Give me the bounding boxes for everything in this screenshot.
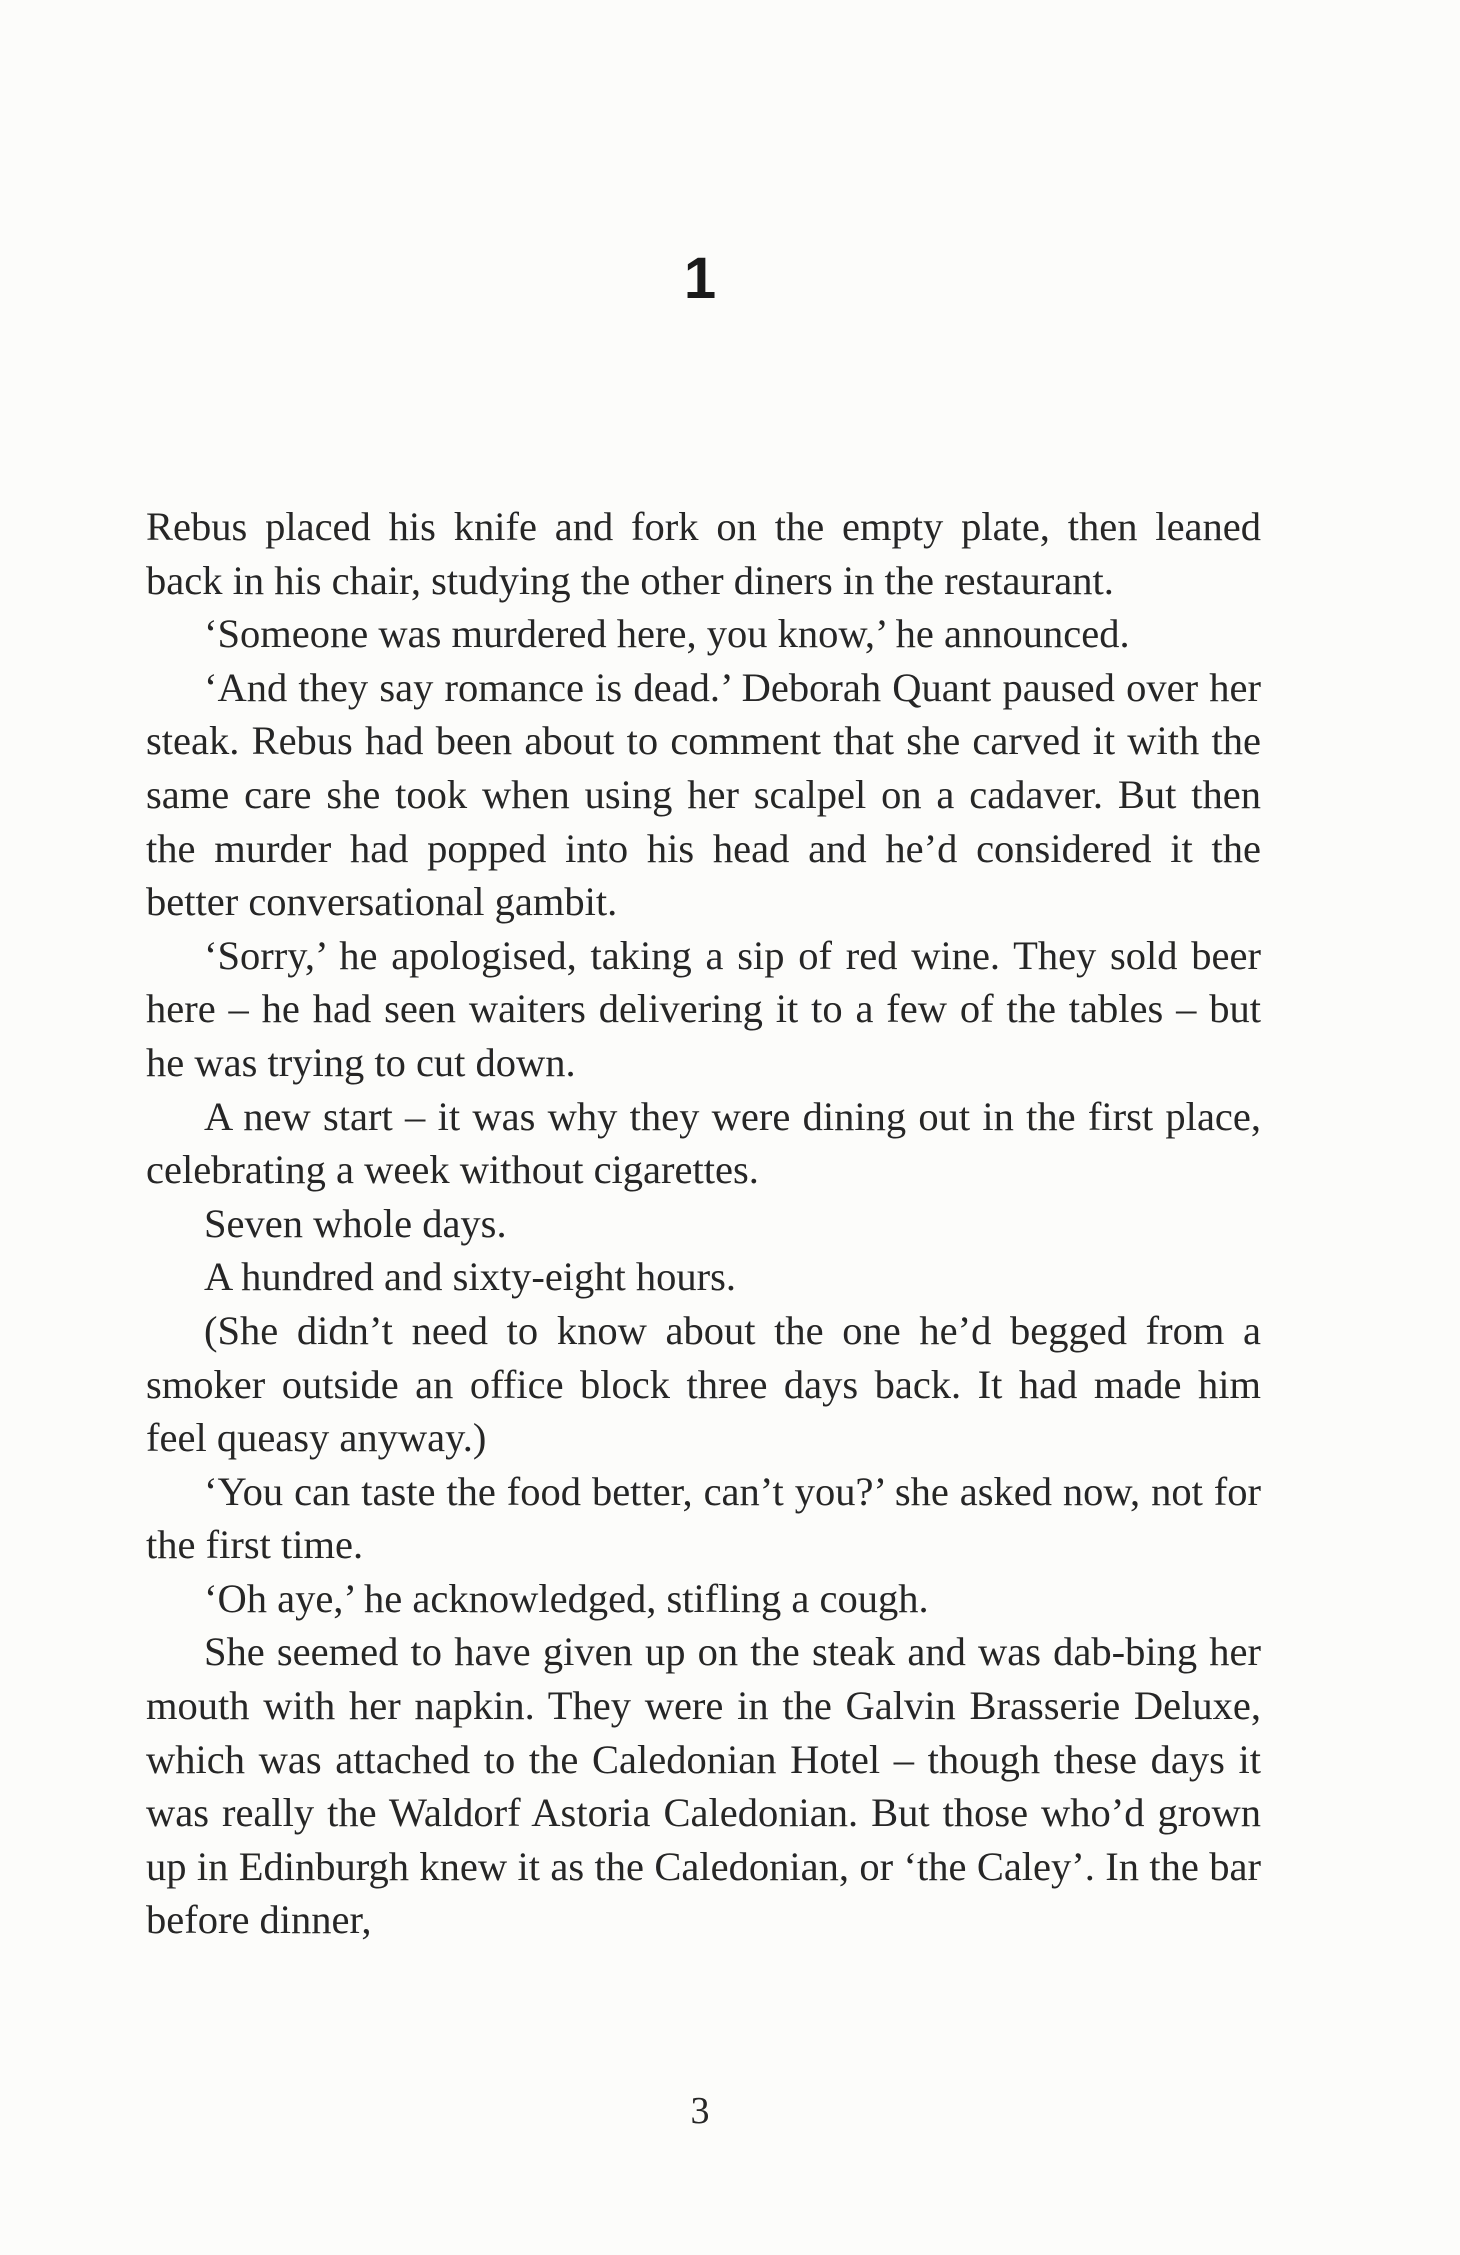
paragraph: She seemed to have given up on the steak and was dab-bing her mouth with her napkin. They were in the Galvin Brasserie Deluxe, which was attached to the Caledonian Hotel – though these days it was really the Waldorf Astoria Caledonian. But those who’d grown up in Edinburgh knew it as the Caledonian, or ‘the Caley’. In the bar before dinner, <box>146 1629 1261 1943</box>
paragraph: A hundred and sixty-eight hours. <box>204 1254 737 1300</box>
paragraph: Seven whole days. <box>204 1200 507 1246</box>
paragraph: ‘And they say romance is dead.’ Deborah Quant paused over her steak. Rebus had been about to comment that she carved it with the same care she took when using her scalpel on a cadaver. But then the murder had popped into his head and he’d considered it the better conversational gambit. <box>146 664 1261 925</box>
paragraph: ‘Oh aye,’ he acknowledged, stifling a cough. <box>204 1575 929 1621</box>
paragraph: ‘Sorry,’ he apologised, taking a sip of red wine. They sold beer here – he had seen waiters delivering it to a few of the tables – but he was trying to cut down. <box>146 932 1261 1085</box>
paragraph: A new start – it was why they were dining out in the first place, celebrating a week without cigarettes. <box>146 1093 1261 1193</box>
paragraph: (She didn’t need to know about the one he’d begged from a smoker outside an office block three days back. It had made him feel queasy anyway.) <box>146 1307 1261 1461</box>
paragraph: Rebus placed his knife and fork on the empty plate, then leaned back in his chair, studying the other diners in the restaurant. <box>146 504 1261 603</box>
paragraph: ‘You can taste the food better, can’t you?’ she asked now, not for the first time. <box>146 1468 1261 1568</box>
chapter-number: 1 <box>683 246 717 311</box>
paragraph: ‘Someone was murdered here, you know,’ he announced. <box>204 611 1130 657</box>
body-text <box>146 500 1261 1947</box>
page-number: 3 <box>690 2090 710 2132</box>
